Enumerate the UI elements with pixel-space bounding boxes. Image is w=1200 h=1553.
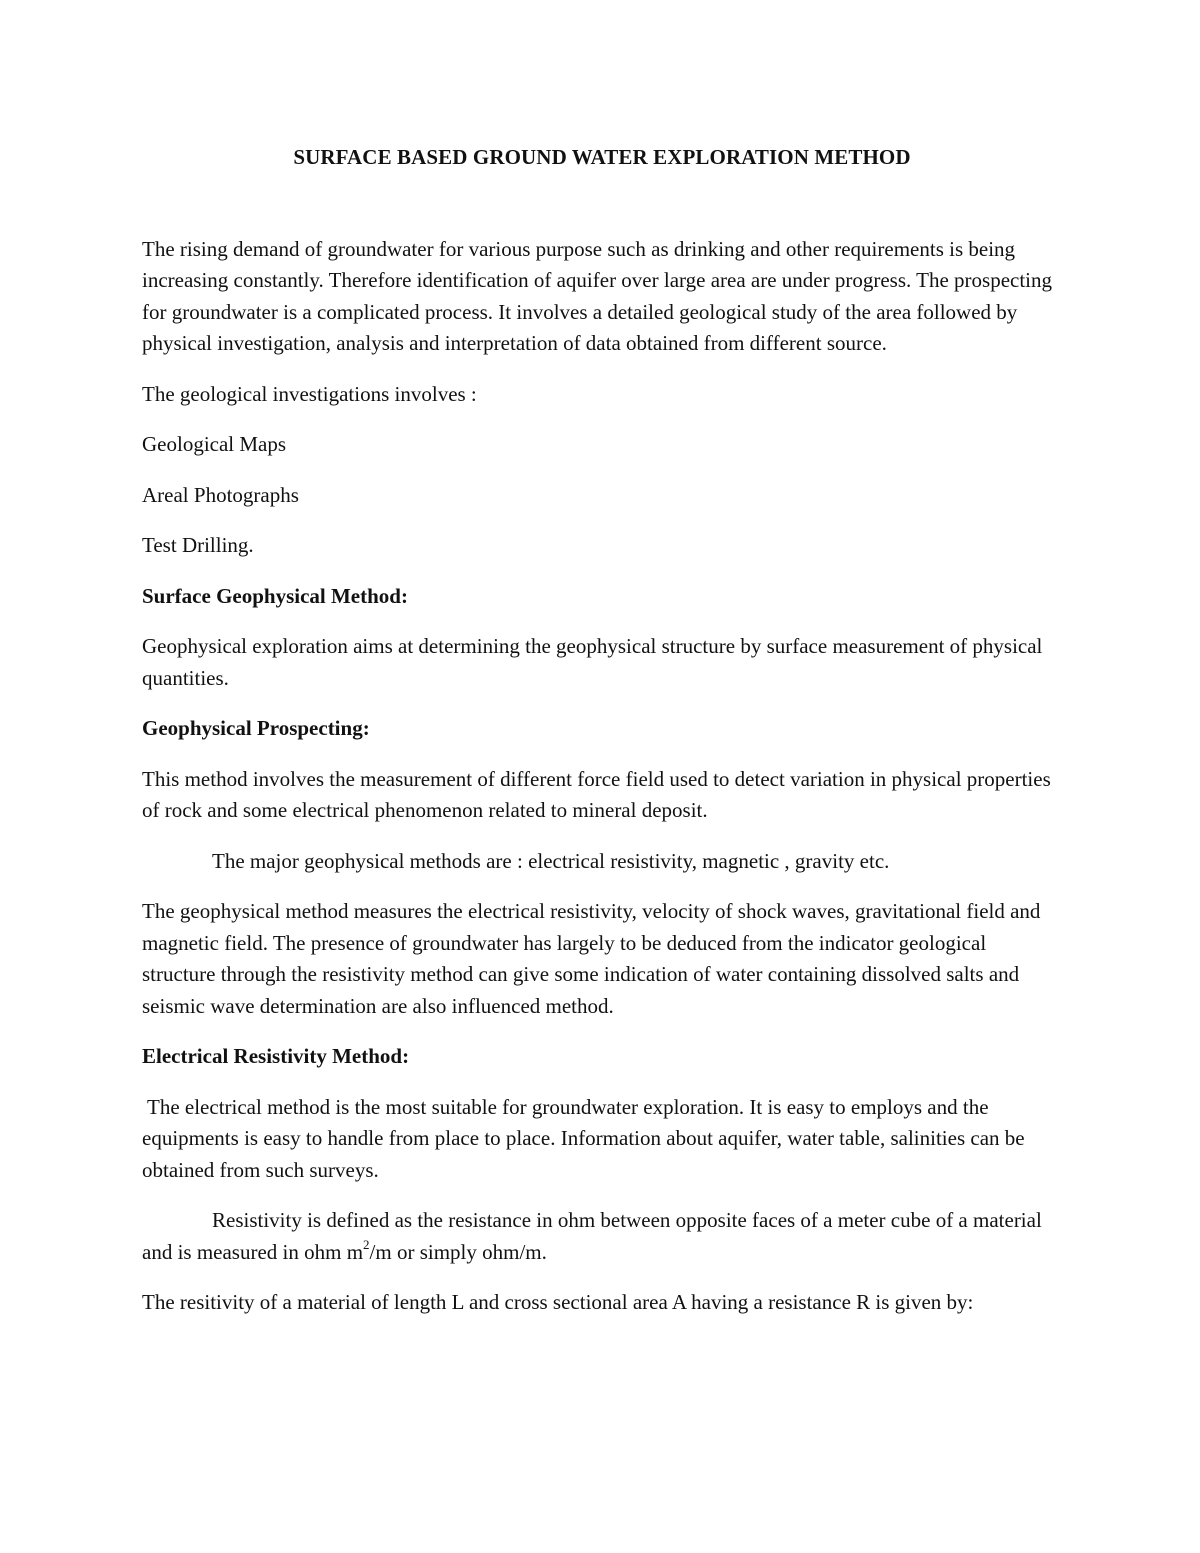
document-body	[142, 142, 1062, 1338]
geophysical-measures-paragraph: The geophysical method measures the electrical resistivity, velocity of shock waves, gravitational field and magnetic field. The presence of groundwater has largely to be deduced from the indicator geological structure through the resistivity method can give some indication of water containing dissolved salts and seismic wave determination are also influenced method.	[142, 899, 1041, 1018]
electrical-resistivity-paragraph: The electrical method is the most suitable for groundwater exploration. It is easy to employs and the equipments is easy to handle from place to place. Information about aquifer, water table, salinities can be obtained from such surveys.	[142, 1094, 1025, 1182]
surface-geophysical-heading: Surface Geophysical Method:	[142, 583, 408, 608]
resistivity-definition-unit: /m or simply ohm/m.	[369, 1239, 547, 1264]
investigation-item-test-drilling: Test Drilling.	[142, 533, 254, 557]
major-methods-paragraph: The major geophysical methods are : electrical resistivity, magnetic , gravity etc.	[212, 848, 890, 873]
geophysical-prospecting-paragraph: This method involves the measurement of different force field used to detect variation in physical properties of rock and some electrical phenomenon related to mineral deposit.	[142, 766, 1051, 822]
investigation-item-areal-photographs: Areal Photographs	[142, 482, 299, 507]
resistivity-definition-paragraph	[142, 1205, 1062, 1268]
intro-paragraph: The rising demand of groundwater for various purpose such as drinking and other requirements is being increasing constantly. Therefore identification of aquifer over large area are under progress. The prospecting for groundwater is a complicated process. It involves a detailed geological study of the area followed by physical investigation, analysis and interpretation of data obtained from different source.	[142, 236, 1053, 355]
resistivity-formula-intro: The resitivity of a material of length L and cross sectional area A having a resistance R is given by:	[142, 1290, 974, 1314]
investigations-intro: The geological investigations involves :	[142, 381, 477, 406]
investigation-item-geological-maps: Geological Maps	[142, 432, 287, 456]
electrical-resistivity-heading: Electrical Resistivity Method:	[142, 1044, 410, 1068]
superscript-two: 2	[363, 1236, 370, 1252]
geophysical-prospecting-heading: Geophysical Prospecting:	[142, 716, 370, 740]
surface-geophysical-paragraph: Geophysical exploration aims at determining the geophysical structure by surface measurement of physical quantities.	[142, 634, 1043, 690]
resistivity-definition-text: Resistivity is defined as the resistance in ohm between opposite faces of a meter cube of a material and is measured in ohm m	[142, 1208, 1042, 1264]
document-title: SURFACE BASED GROUND WATER EXPLORATION METHOD	[293, 145, 911, 169]
